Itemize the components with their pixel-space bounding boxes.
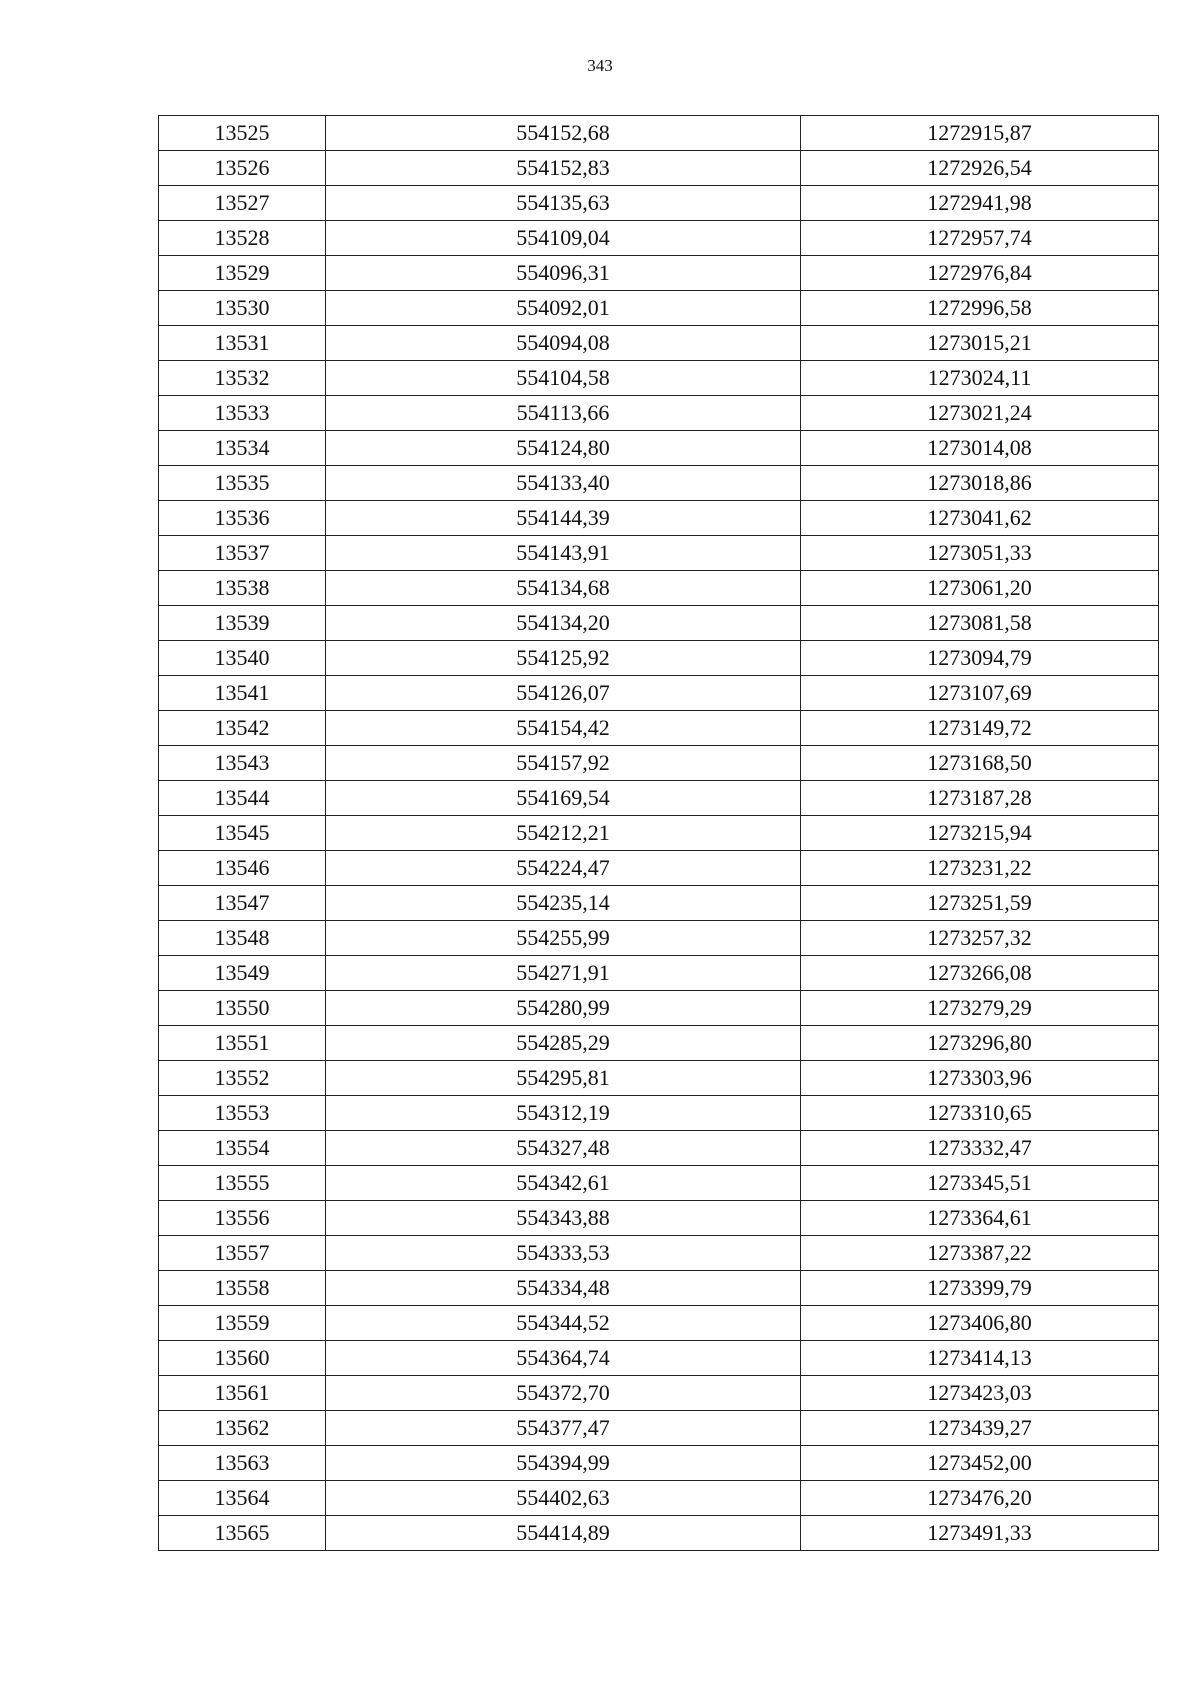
x-coordinate-cell: 554364,74 bbox=[326, 1341, 801, 1376]
point-number-cell: 13537 bbox=[159, 536, 326, 571]
x-coordinate-cell: 554285,29 bbox=[326, 1026, 801, 1061]
x-coordinate-cell: 554157,92 bbox=[326, 746, 801, 781]
point-number-cell: 13525 bbox=[159, 116, 326, 151]
point-number-cell: 13552 bbox=[159, 1061, 326, 1096]
y-coordinate-cell: 1273279,29 bbox=[801, 991, 1159, 1026]
x-coordinate-cell: 554280,99 bbox=[326, 991, 801, 1026]
x-coordinate-cell: 554334,48 bbox=[326, 1271, 801, 1306]
point-number-cell: 13565 bbox=[159, 1516, 326, 1551]
table-row bbox=[159, 326, 1159, 361]
point-number-cell: 13540 bbox=[159, 641, 326, 676]
y-coordinate-cell: 1273149,72 bbox=[801, 711, 1159, 746]
table-row bbox=[159, 501, 1159, 536]
y-coordinate-cell: 1273168,50 bbox=[801, 746, 1159, 781]
y-coordinate-cell: 1272941,98 bbox=[801, 186, 1159, 221]
x-coordinate-cell: 554134,20 bbox=[326, 606, 801, 641]
point-number-cell: 13549 bbox=[159, 956, 326, 991]
table-row bbox=[159, 1411, 1159, 1446]
table-row bbox=[159, 921, 1159, 956]
x-coordinate-cell: 554342,61 bbox=[326, 1166, 801, 1201]
table-row bbox=[159, 746, 1159, 781]
y-coordinate-cell: 1273303,96 bbox=[801, 1061, 1159, 1096]
table-row bbox=[159, 1131, 1159, 1166]
table-row bbox=[159, 186, 1159, 221]
y-coordinate-cell: 1273406,80 bbox=[801, 1306, 1159, 1341]
point-number-cell: 13532 bbox=[159, 361, 326, 396]
table-row bbox=[159, 676, 1159, 711]
y-coordinate-cell: 1272915,87 bbox=[801, 116, 1159, 151]
y-coordinate-cell: 1273296,80 bbox=[801, 1026, 1159, 1061]
y-coordinate-cell: 1273051,33 bbox=[801, 536, 1159, 571]
table-row bbox=[159, 851, 1159, 886]
point-number-cell: 13560 bbox=[159, 1341, 326, 1376]
table-row bbox=[159, 781, 1159, 816]
point-number-cell: 13554 bbox=[159, 1131, 326, 1166]
point-number-cell: 13548 bbox=[159, 921, 326, 956]
y-coordinate-cell: 1273476,20 bbox=[801, 1481, 1159, 1516]
x-coordinate-cell: 554092,01 bbox=[326, 291, 801, 326]
point-number-cell: 13559 bbox=[159, 1306, 326, 1341]
y-coordinate-cell: 1273251,59 bbox=[801, 886, 1159, 921]
table-row bbox=[159, 1446, 1159, 1481]
point-number-cell: 13550 bbox=[159, 991, 326, 1026]
point-number-cell: 13542 bbox=[159, 711, 326, 746]
x-coordinate-cell: 554414,89 bbox=[326, 1516, 801, 1551]
y-coordinate-cell: 1273021,24 bbox=[801, 396, 1159, 431]
x-coordinate-cell: 554144,39 bbox=[326, 501, 801, 536]
point-number-cell: 13545 bbox=[159, 816, 326, 851]
table-row bbox=[159, 1026, 1159, 1061]
table-row bbox=[159, 1306, 1159, 1341]
x-coordinate-cell: 554154,42 bbox=[326, 711, 801, 746]
x-coordinate-cell: 554152,68 bbox=[326, 116, 801, 151]
y-coordinate-cell: 1273215,94 bbox=[801, 816, 1159, 851]
table-row bbox=[159, 291, 1159, 326]
x-coordinate-cell: 554312,19 bbox=[326, 1096, 801, 1131]
point-number-cell: 13529 bbox=[159, 256, 326, 291]
point-number-cell: 13527 bbox=[159, 186, 326, 221]
point-number-cell: 13535 bbox=[159, 466, 326, 501]
table-row bbox=[159, 151, 1159, 186]
y-coordinate-cell: 1273452,00 bbox=[801, 1446, 1159, 1481]
y-coordinate-cell: 1272976,84 bbox=[801, 256, 1159, 291]
x-coordinate-cell: 554377,47 bbox=[326, 1411, 801, 1446]
y-coordinate-cell: 1273231,22 bbox=[801, 851, 1159, 886]
y-coordinate-cell: 1273257,32 bbox=[801, 921, 1159, 956]
y-coordinate-cell: 1273439,27 bbox=[801, 1411, 1159, 1446]
table-row bbox=[159, 1166, 1159, 1201]
x-coordinate-cell: 554394,99 bbox=[326, 1446, 801, 1481]
x-coordinate-cell: 554271,91 bbox=[326, 956, 801, 991]
point-number-cell: 13558 bbox=[159, 1271, 326, 1306]
table-row bbox=[159, 711, 1159, 746]
x-coordinate-cell: 554124,80 bbox=[326, 431, 801, 466]
y-coordinate-cell: 1273332,47 bbox=[801, 1131, 1159, 1166]
table-row bbox=[159, 256, 1159, 291]
x-coordinate-cell: 554096,31 bbox=[326, 256, 801, 291]
y-coordinate-cell: 1273387,22 bbox=[801, 1236, 1159, 1271]
y-coordinate-cell: 1273094,79 bbox=[801, 641, 1159, 676]
point-number-cell: 13531 bbox=[159, 326, 326, 361]
x-coordinate-cell: 554333,53 bbox=[326, 1236, 801, 1271]
x-coordinate-cell: 554126,07 bbox=[326, 676, 801, 711]
y-coordinate-cell: 1272957,74 bbox=[801, 221, 1159, 256]
point-number-cell: 13553 bbox=[159, 1096, 326, 1131]
x-coordinate-cell: 554372,70 bbox=[326, 1376, 801, 1411]
x-coordinate-cell: 554133,40 bbox=[326, 466, 801, 501]
table-row bbox=[159, 956, 1159, 991]
y-coordinate-cell: 1273081,58 bbox=[801, 606, 1159, 641]
y-coordinate-cell: 1273364,61 bbox=[801, 1201, 1159, 1236]
y-coordinate-cell: 1273266,08 bbox=[801, 956, 1159, 991]
table-row bbox=[159, 816, 1159, 851]
point-number-cell: 13539 bbox=[159, 606, 326, 641]
point-number-cell: 13547 bbox=[159, 886, 326, 921]
table-row bbox=[159, 221, 1159, 256]
point-number-cell: 13541 bbox=[159, 676, 326, 711]
coordinates-table bbox=[158, 115, 1159, 1551]
y-coordinate-cell: 1272996,58 bbox=[801, 291, 1159, 326]
table-row bbox=[159, 116, 1159, 151]
coordinates-table-body bbox=[159, 116, 1159, 1551]
table-row bbox=[159, 606, 1159, 641]
point-number-cell: 13528 bbox=[159, 221, 326, 256]
y-coordinate-cell: 1273414,13 bbox=[801, 1341, 1159, 1376]
x-coordinate-cell: 554135,63 bbox=[326, 186, 801, 221]
x-coordinate-cell: 554104,58 bbox=[326, 361, 801, 396]
y-coordinate-cell: 1273024,11 bbox=[801, 361, 1159, 396]
table-row bbox=[159, 571, 1159, 606]
table-row bbox=[159, 1201, 1159, 1236]
x-coordinate-cell: 554109,04 bbox=[326, 221, 801, 256]
table-row bbox=[159, 361, 1159, 396]
point-number-cell: 13557 bbox=[159, 1236, 326, 1271]
y-coordinate-cell: 1273061,20 bbox=[801, 571, 1159, 606]
x-coordinate-cell: 554224,47 bbox=[326, 851, 801, 886]
table-row bbox=[159, 886, 1159, 921]
table-row bbox=[159, 1341, 1159, 1376]
y-coordinate-cell: 1273041,62 bbox=[801, 501, 1159, 536]
y-coordinate-cell: 1273187,28 bbox=[801, 781, 1159, 816]
x-coordinate-cell: 554343,88 bbox=[326, 1201, 801, 1236]
x-coordinate-cell: 554113,66 bbox=[326, 396, 801, 431]
point-number-cell: 13551 bbox=[159, 1026, 326, 1061]
table-row bbox=[159, 641, 1159, 676]
table-row bbox=[159, 466, 1159, 501]
x-coordinate-cell: 554295,81 bbox=[326, 1061, 801, 1096]
point-number-cell: 13530 bbox=[159, 291, 326, 326]
point-number-cell: 13543 bbox=[159, 746, 326, 781]
page-number: 343 bbox=[587, 56, 613, 75]
x-coordinate-cell: 554169,54 bbox=[326, 781, 801, 816]
point-number-cell: 13546 bbox=[159, 851, 326, 886]
table-row bbox=[159, 1271, 1159, 1306]
point-number-cell: 13544 bbox=[159, 781, 326, 816]
y-coordinate-cell: 1273015,21 bbox=[801, 326, 1159, 361]
point-number-cell: 13533 bbox=[159, 396, 326, 431]
x-coordinate-cell: 554327,48 bbox=[326, 1131, 801, 1166]
y-coordinate-cell: 1273107,69 bbox=[801, 676, 1159, 711]
point-number-cell: 13563 bbox=[159, 1446, 326, 1481]
point-number-cell: 13538 bbox=[159, 571, 326, 606]
y-coordinate-cell: 1273310,65 bbox=[801, 1096, 1159, 1131]
y-coordinate-cell: 1273399,79 bbox=[801, 1271, 1159, 1306]
y-coordinate-cell: 1273018,86 bbox=[801, 466, 1159, 501]
point-number-cell: 13526 bbox=[159, 151, 326, 186]
x-coordinate-cell: 554143,91 bbox=[326, 536, 801, 571]
y-coordinate-cell: 1272926,54 bbox=[801, 151, 1159, 186]
point-number-cell: 13561 bbox=[159, 1376, 326, 1411]
table-row bbox=[159, 1061, 1159, 1096]
x-coordinate-cell: 554134,68 bbox=[326, 571, 801, 606]
point-number-cell: 13534 bbox=[159, 431, 326, 466]
point-number-cell: 13562 bbox=[159, 1411, 326, 1446]
table-row bbox=[159, 396, 1159, 431]
point-number-cell: 13556 bbox=[159, 1201, 326, 1236]
table-row bbox=[159, 1481, 1159, 1516]
x-coordinate-cell: 554212,21 bbox=[326, 816, 801, 851]
x-coordinate-cell: 554152,83 bbox=[326, 151, 801, 186]
x-coordinate-cell: 554235,14 bbox=[326, 886, 801, 921]
point-number-cell: 13564 bbox=[159, 1481, 326, 1516]
x-coordinate-cell: 554255,99 bbox=[326, 921, 801, 956]
table-row bbox=[159, 991, 1159, 1026]
table-row bbox=[159, 1236, 1159, 1271]
table-row bbox=[159, 1096, 1159, 1131]
y-coordinate-cell: 1273345,51 bbox=[801, 1166, 1159, 1201]
x-coordinate-cell: 554344,52 bbox=[326, 1306, 801, 1341]
x-coordinate-cell: 554125,92 bbox=[326, 641, 801, 676]
y-coordinate-cell: 1273014,08 bbox=[801, 431, 1159, 466]
x-coordinate-cell: 554094,08 bbox=[326, 326, 801, 361]
point-number-cell: 13536 bbox=[159, 501, 326, 536]
table-row bbox=[159, 1376, 1159, 1411]
point-number-cell: 13555 bbox=[159, 1166, 326, 1201]
table-row bbox=[159, 536, 1159, 571]
table-row bbox=[159, 1516, 1159, 1551]
table-row bbox=[159, 431, 1159, 466]
y-coordinate-cell: 1273423,03 bbox=[801, 1376, 1159, 1411]
x-coordinate-cell: 554402,63 bbox=[326, 1481, 801, 1516]
y-coordinate-cell: 1273491,33 bbox=[801, 1516, 1159, 1551]
